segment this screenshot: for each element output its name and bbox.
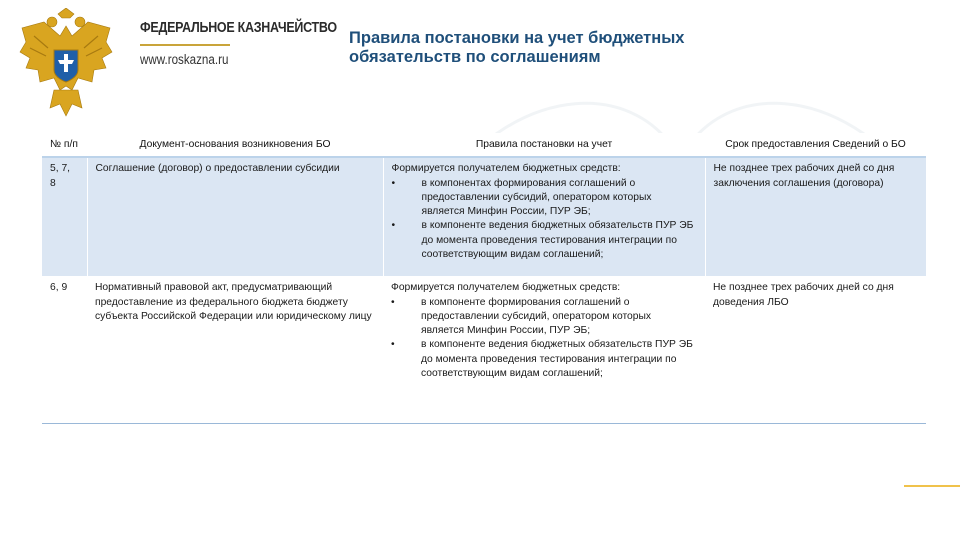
cell-document: Нормативный правовой акт, предусматривающий предоставление из федерального бюджета бюджету субъекта Российской Федерации или юридическому лицу: [87, 277, 383, 424]
column-header-deadline: Срок предоставления Сведений о БО: [705, 133, 926, 157]
column-header-document: Документ-основания возникновения БО: [87, 133, 383, 157]
organization-divider: [140, 44, 230, 46]
rule-bullet-text: в компоненте ведения бюджетных обязательств ПУР ЭБ до момента проведения тестирования интеграции по соответствующим видам соглашений;: [421, 339, 693, 380]
organization-url[interactable]: www.roskazna.ru: [140, 52, 229, 67]
cell-number: 6, 9: [42, 277, 87, 424]
rule-bullet-text: в компонентах формирования соглашений о предоставлении субсидий, оператором которых является Минфин России, ПУР ЭБ;: [421, 177, 652, 218]
cell-rules: [383, 277, 705, 424]
page-title: Правила постановки на учет бюджетных обязательств по соглашениям: [349, 29, 685, 66]
rule-bullet: [392, 177, 697, 220]
column-header-rules: Правила постановки на учет: [383, 133, 705, 157]
rule-bullet-text: в компоненте формирования соглашений о предоставлении субсидий, оператором которых является Минфин России, ПУР ЭБ;: [421, 296, 652, 337]
rule-bullet-text: в компоненте ведения бюджетных обязательств ПУР ЭБ до момента проведения тестирования интеграции по соответствующим видам соглашений;: [421, 220, 694, 261]
cell-deadline: Не позднее трех рабочих дней со дня доведения ЛБО: [705, 277, 926, 424]
rule-intro: Формируется получателем бюджетных средств:: [391, 163, 621, 175]
table-row: [42, 277, 926, 424]
cell-deadline: Не позднее трех рабочих дней со дня заключения соглашения (договора): [705, 157, 926, 277]
column-header-number: № п/п: [42, 133, 87, 157]
bullet-dot-icon: •: [391, 220, 396, 232]
rule-bullet: [391, 296, 697, 339]
cell-document: Соглашение (договор) о предоставлении субсидии: [87, 157, 383, 277]
rule-intro: Формируется получателем бюджетных средств:: [391, 282, 621, 294]
rules-table: [42, 133, 926, 424]
table-row: [42, 157, 926, 277]
cell-number: 5, 7, 8: [42, 157, 87, 277]
bullet-dot-icon: •: [391, 296, 395, 308]
bullet-dot-icon: •: [391, 177, 396, 189]
emblem-icon: [14, 8, 118, 120]
rule-bullet: [391, 338, 697, 381]
cell-rules: [383, 157, 705, 277]
table-header-row: [42, 133, 926, 157]
organization-name: ФЕДЕРАЛЬНОЕ КАЗНАЧЕЙСТВО: [140, 20, 337, 36]
rule-bullet: [392, 219, 697, 262]
footer-accent-line: [904, 485, 960, 487]
bullet-dot-icon: •: [391, 339, 395, 351]
